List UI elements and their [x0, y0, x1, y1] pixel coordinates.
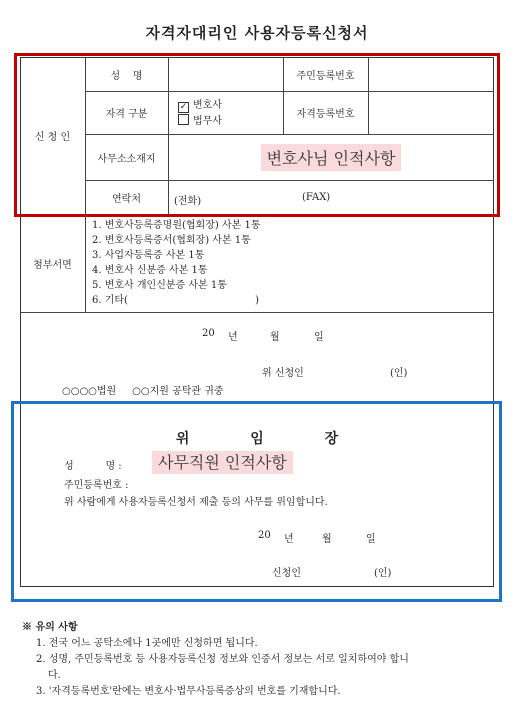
phone-label: (전화): [174, 196, 202, 207]
contact-label: 연락처: [112, 193, 141, 205]
attachment-item: 1. 변호사등록증명원(협회장) 사본 1통: [92, 220, 261, 231]
delegation-seal-mark: (인): [374, 568, 392, 579]
qualification-type-label: 자격 구분: [105, 109, 148, 120]
applicant-sign-label: 위 신청인: [262, 368, 304, 379]
delegation-applicant-label: 신청인: [272, 568, 301, 579]
delegation-title: 위 임 장: [175, 431, 367, 447]
addressee: ○○○○법원 ○○지원 공탁관 귀중: [62, 386, 224, 397]
delegation-highlight-box: [11, 401, 502, 602]
attachment-item: 3. 사업자등록증 사본 1통: [92, 250, 205, 261]
section-divider: [20, 312, 494, 313]
attachment-item: 5. 변호사 개인신분증 사본 1통: [92, 280, 227, 291]
delegation-name-label: 성 명 :: [64, 461, 122, 472]
delegation-statement: 위 사람에게 사용자등록신청서 제출 등의 사무를 위임합니다.: [64, 497, 328, 508]
date-day-label: 일: [314, 332, 324, 343]
delegation-date-day-label: 일: [366, 534, 376, 545]
attachment-item: 6. 기타( ): [92, 295, 259, 306]
delegation-resident-label: 주민등록번호 :: [64, 480, 129, 491]
option-label: 변호사: [193, 100, 222, 111]
applicant-highlight-box: [14, 53, 500, 217]
fax-label: (FAX): [302, 192, 331, 203]
option-label: 법무사: [193, 116, 222, 127]
applicant-seal-mark: (인): [390, 368, 408, 379]
attachment-item: 2. 변호사등록증서(협회장) 사본 1통: [92, 235, 251, 246]
applicant-section-label: 신 청 인: [34, 132, 71, 143]
delegation-date-year-label: 년: [284, 534, 294, 545]
checkbox-checked-icon[interactable]: ✓: [179, 102, 188, 112]
notes-section: [22, 620, 492, 700]
qualification-registration-label: 자격등록번호: [296, 109, 355, 120]
date-year-label: 년: [228, 332, 238, 343]
notes-heading: ※ 유의 사항: [22, 622, 78, 633]
delegation-date-year: 20: [258, 530, 271, 541]
attachments-label: 첨부서면: [33, 259, 72, 271]
name-label: 성 명: [110, 70, 143, 82]
lawyer-info-overlay: 변호사님 인적사항: [261, 144, 402, 171]
date-year: 20: [202, 328, 215, 339]
note-item: 1. 전국 어느 공탁소에나 1곳에만 신청하면 됩니다.: [36, 638, 258, 649]
staff-info-overlay: 사무직원 인적사항: [152, 451, 293, 474]
note-item: 다.: [48, 670, 61, 681]
attachments-list: [92, 218, 260, 308]
office-location-label: 사무소소재지: [97, 153, 156, 165]
document-title: 자격자대리인 사용자등록신청서: [145, 24, 369, 42]
note-item: 3. '자격등록번호'란에는 변호사·법무사등록증상의 번호를 기재합니다.: [36, 686, 341, 697]
note-item: 2. 성명, 주민등록번호 등 사용자등록신청 정보와 인증서 정보는 서로 일치하여야 합니: [36, 654, 409, 665]
attachment-item: 4. 변호사 신분증 사본 1통: [92, 265, 208, 276]
delegation-date-month-label: 월: [322, 534, 332, 545]
resident-number-label: 주민등록번호: [296, 70, 355, 82]
date-month-label: 월: [270, 332, 280, 343]
